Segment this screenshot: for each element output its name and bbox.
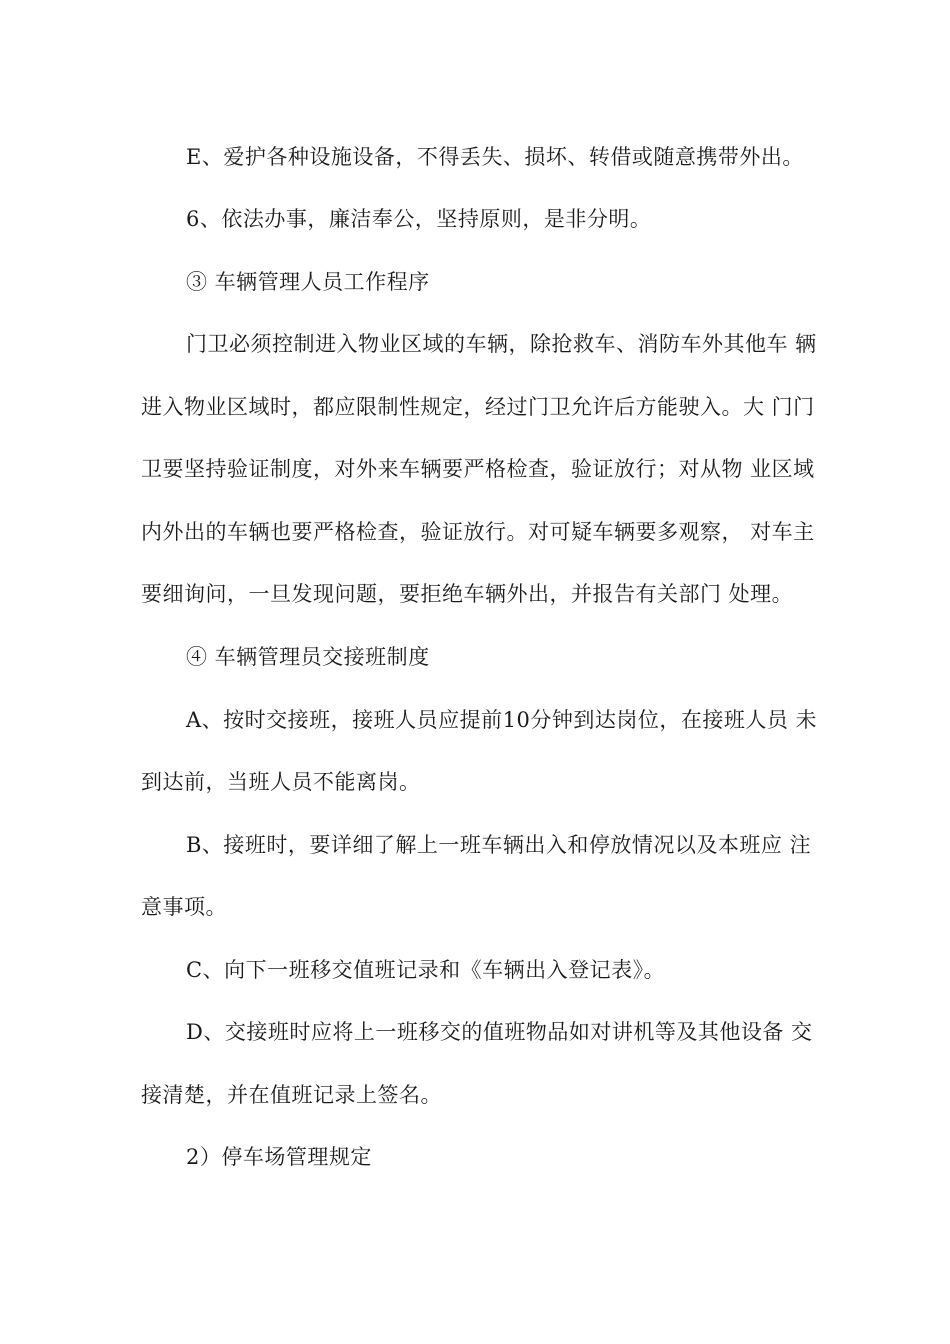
paragraph-line: 内外出的车辆也要严格检查，验证放行。对可疑车辆要多观察， 对车主 <box>141 520 815 544</box>
paragraph-item-6: 6、依法办事，廉洁奉公，坚持原则，是非分明。 <box>186 207 652 231</box>
paragraph-line: 要细询问，一旦发现问题，要拒绝车辆外出，并报告有关部门 处理。 <box>141 582 794 606</box>
paragraph-item-a: A、按时交接班，接班人员应提前10分钟到达岗位，在接班人员 未 <box>186 708 818 732</box>
paragraph-line: 意事项。 <box>141 895 227 919</box>
paragraph-line: 门卫必须控制进入物业区域的车辆，除抢救车、消防车外其他车 辆 <box>186 332 817 356</box>
section-heading-3: ③ 车辆管理人员工作程序 <box>186 270 430 294</box>
paragraph-line: 接清楚，并在值班记录上签名。 <box>141 1083 442 1107</box>
paragraph-item-e: E、爱护各种设施设备，不得丢失、损坏、转借或随意携带外出。 <box>186 145 804 169</box>
paragraph-item-d: D、交接班时应将上一班移交的值班物品如对讲机等及其他设备 交 <box>186 1020 813 1044</box>
paragraph-item-b: B、接班时，要详细了解上一班车辆出入和停放情况以及本班应 注 <box>186 833 812 857</box>
paragraph-line: 到达前，当班人员不能离岗。 <box>141 770 421 794</box>
paragraph-line: 进入物业区域时，都应限制性规定，经过门卫允许后方能驶入。大 门门 <box>141 395 815 419</box>
paragraph-item-c: C、向下一班移交值班记录和《车辆出入登记表》。 <box>186 958 666 982</box>
paragraph-line: 卫要坚持验证制度，对外来车辆要严格检查，验证放行；对从物 业区域 <box>141 457 815 481</box>
section-heading-2: 2）停车场管理规定 <box>186 1145 372 1169</box>
section-heading-4: ④ 车辆管理员交接班制度 <box>186 645 430 669</box>
